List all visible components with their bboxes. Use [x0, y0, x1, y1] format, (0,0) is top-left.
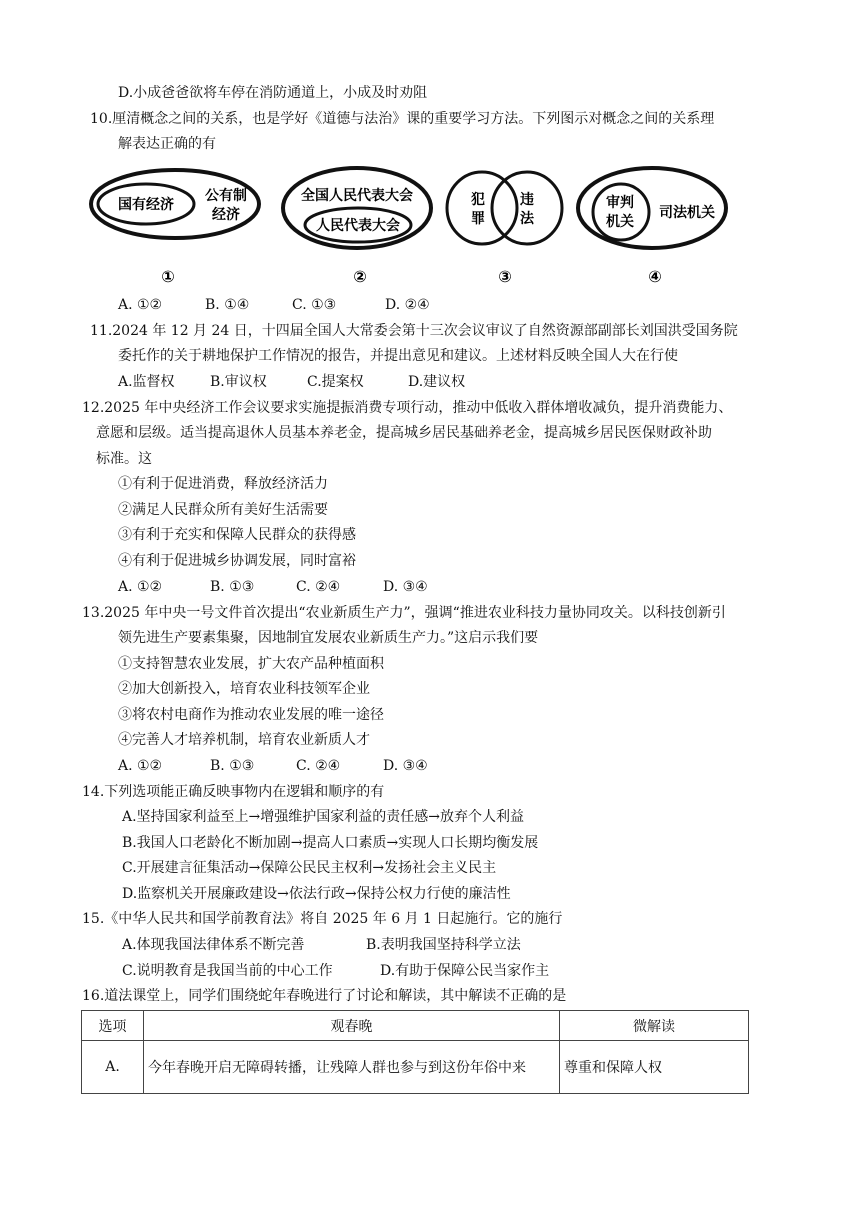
q10-stem-line2: 解表达正确的有 — [118, 136, 216, 152]
q12-stem-line1: 12.2025 年中央经济工作会议要求实施提振消费专项行动，推动中低收入群体增收减负，提升消费能力、 — [82, 400, 733, 416]
q13-option-a: A. ①② — [118, 758, 163, 774]
q14-option-d: D.监察机关开展廉政建设→依法行政→保持公权力行使的廉洁性 — [122, 886, 511, 902]
d2-inner-label: 人民代表大会 — [316, 218, 400, 234]
q16-row-option: A. — [82, 1041, 144, 1094]
q12-item-3: ③有利于充实和保障人民群众的获得感 — [118, 527, 356, 543]
q11-option-d: D.建议权 — [408, 374, 466, 390]
d1-outer-label-1: 公有制 — [205, 188, 247, 204]
q11-option-b: B.审议权 — [210, 374, 267, 390]
q16-stem: 16.道法课堂上，同学们围绕蛇年春晚进行了讨论和解读，其中解读不正确的是 — [82, 988, 567, 1004]
q13-item-2: ②加大创新投入，培育农业科技领军企业 — [118, 681, 370, 697]
q15-option-c: C.说明教育是我国当前的中心工作 — [122, 963, 333, 979]
q12-item-2: ②满足人民群众所有美好生活需要 — [118, 502, 328, 518]
q10-option-a: A. ①② — [118, 297, 163, 313]
q15-option-a: A.体现我国法律体系不断完善 — [122, 937, 305, 953]
d3-right-label-1: 违 — [520, 192, 534, 208]
q16-header-reading: 微解读 — [560, 1011, 749, 1041]
d1-inner-label: 国有经济 — [118, 197, 174, 213]
d3-number: ③ — [498, 267, 512, 286]
q15-stem: 15.《中华人民共和国学前教育法》将自 2025 年 6 月 1 日起施行。它的施行 — [82, 911, 563, 927]
d4-inner-label-2: 机关 — [606, 214, 634, 230]
q10-option-d: D. ②④ — [385, 297, 430, 313]
d3-left-label-1: 犯 — [471, 192, 485, 208]
q12-stem-line2: 意愿和层级。适当提高退休人员基本养老金，提高城乡居民基础养老金，提高城乡居民医保财政补助 — [96, 425, 712, 441]
d3-right-label-2: 法 — [520, 211, 534, 227]
q12-option-c: C. ②④ — [296, 579, 341, 595]
q11-option-c: C.提案权 — [307, 374, 364, 390]
q12-item-1: ①有利于促进消费，释放经济活力 — [118, 476, 328, 492]
diagram-1 — [88, 168, 263, 288]
diagram-4 — [575, 165, 735, 288]
q15-option-d: D.有助于保障公民当家作主 — [380, 963, 550, 979]
q11-stem-line1: 11.2024 年 12 月 24 日，十四届全国人大常委会第十三次会议审议了自然资源部副部长刘国洪受国务院 — [90, 323, 738, 339]
q16-row-reading: 尊重和保障人权 — [560, 1041, 749, 1094]
diagram-2 — [280, 165, 435, 288]
q15-option-b: B.表明我国坚持科学立法 — [366, 937, 521, 953]
diagram-3 — [443, 168, 568, 288]
q14-option-a: A.坚持国家利益至上→增强维护国家利益的责任感→放弃个人利益 — [122, 809, 525, 825]
d2-number: ② — [353, 267, 367, 286]
q13-item-3: ③将农村电商作为推动农业发展的唯一途径 — [118, 707, 384, 723]
q13-item-1: ①支持智慧农业发展，扩大农产品种植面积 — [118, 656, 384, 672]
q16-header-option: 选项 — [82, 1011, 144, 1041]
q11-stem-line2: 委托作的关于耕地保护工作情况的报告，并提出意见和建议。上述材料反映全国人大在行使 — [118, 348, 678, 364]
table-row — [82, 1041, 749, 1094]
q10-option-c: C. ①③ — [292, 297, 337, 313]
q10-stem-line1: 10.厘清概念之间的关系，也是学好《道德与法治》课的重要学习方法。下列图示对概念之间的关系理 — [90, 111, 715, 127]
q14-option-c: C.开展建言征集活动→保障公民民主权利→发扬社会主义民主 — [122, 860, 497, 876]
q12-option-b: B. ①③ — [210, 579, 255, 595]
q13-stem-line2: 领先进生产要素集聚，因地制宜发展农业新质生产力。”这启示我们要 — [118, 630, 539, 646]
q13-stem-line1: 13.2025 年中央一号文件首次提出“农业新质生产力”，强调“推进农业科技力量协同攻关。以科技创新引 — [82, 605, 726, 621]
d4-outer-label: 司法机关 — [659, 205, 715, 221]
q16-row-event: 今年春晚开启无障碍转播，让残障人群也参与到这份年俗中来 — [144, 1041, 560, 1094]
q12-stem-line3: 标准。这 — [96, 451, 152, 467]
q13-option-d: D. ③④ — [383, 758, 428, 774]
d1-outer-label-2: 经济 — [212, 207, 240, 223]
q14-option-b: B.我国人口老龄化不断加剧→提高人口素质→实现人口长期均衡发展 — [122, 835, 539, 851]
q13-option-c: C. ②④ — [296, 758, 341, 774]
d4-number: ④ — [648, 267, 662, 286]
q13-item-4: ④完善人才培养机制，培育农业新质人才 — [118, 732, 370, 748]
q10-option-b: B. ①④ — [205, 297, 250, 313]
q12-option-d: D. ③④ — [383, 579, 428, 595]
q16-table — [81, 1010, 749, 1094]
d3-left-label-2: 罪 — [471, 211, 485, 227]
q16-table-header-row — [82, 1011, 749, 1041]
q14-stem: 14.下列选项能正确反映事物内在逻辑和顺序的有 — [82, 784, 385, 800]
q11-option-a: A.监督权 — [118, 374, 175, 390]
d4-inner-label-1: 审判 — [606, 195, 634, 211]
q12-item-4: ④有利于促进城乡协调发展，同时富裕 — [118, 553, 356, 569]
d1-number: ① — [161, 267, 175, 286]
q12-option-a: A. ①② — [118, 579, 163, 595]
d2-outer-label: 全国人民代表大会 — [301, 188, 413, 204]
q16-header-event: 观春晚 — [144, 1011, 560, 1041]
q13-option-b: B. ①③ — [210, 758, 255, 774]
q9-option-d: D.小成爸爸欲将车停在消防通道上，小成及时劝阻 — [118, 85, 428, 101]
